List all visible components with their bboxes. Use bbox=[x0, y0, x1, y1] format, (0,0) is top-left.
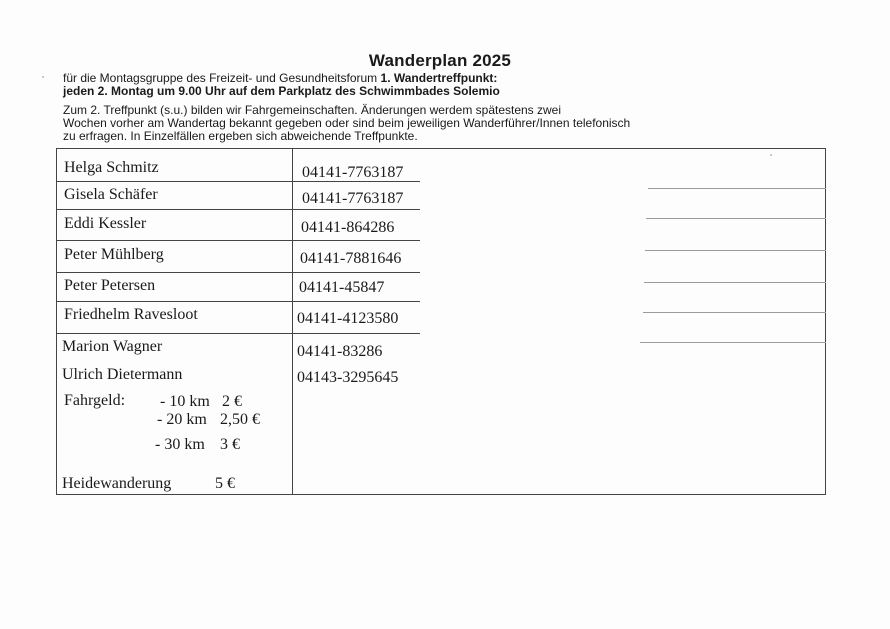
faint-line bbox=[640, 342, 826, 343]
contact-phone: 04141-7881646 bbox=[300, 250, 402, 267]
row-separator bbox=[56, 333, 420, 334]
contact-name: Eddi Kessler bbox=[64, 215, 147, 232]
faint-line bbox=[643, 312, 826, 313]
row-separator bbox=[56, 301, 420, 302]
contact-phone: 04141-864286 bbox=[301, 219, 395, 236]
intro-line-1-bold: 1. Wandertreffpunkt: bbox=[380, 71, 498, 85]
fare-price: 2,50 € bbox=[220, 411, 260, 428]
contact-name: Ulrich Dietermann bbox=[62, 366, 183, 383]
scan-speck bbox=[42, 76, 44, 78]
row-separator bbox=[56, 240, 420, 241]
intro-line-5: zu erfragen. In Einzelfällen ergeben sich abweichende Treffpunkte. bbox=[63, 129, 418, 143]
fare-price: 2 € bbox=[222, 393, 242, 410]
faint-line bbox=[645, 250, 826, 251]
fare-distance: - 20 km bbox=[157, 411, 207, 428]
contact-name: Peter Mühlberg bbox=[64, 246, 164, 263]
special-label: Heidewanderung bbox=[62, 475, 172, 492]
intro-line-4: Wochen vorher am Wandertag bekannt gegeben oder sind beim jeweiligen Wanderführer/Innen telefonisch bbox=[63, 116, 631, 130]
contact-name: Marion Wagner bbox=[62, 338, 163, 355]
intro-line-3: Zum 2. Treffpunkt (s.u.) bilden wir Fahrgemeinschaften. Änderungen werdem spätestens zwei bbox=[63, 103, 562, 117]
intro-line-2: jeden 2. Montag um 9.00 Uhr auf dem Parkplatz des Schwimmbades Solemio bbox=[63, 84, 500, 98]
row-separator bbox=[56, 209, 420, 210]
intro-line-1-text: für die Montagsgruppe des Freizeit- und Gesundheitsforum bbox=[63, 71, 381, 85]
fare-distance: - 30 km bbox=[155, 436, 205, 453]
contact-phone: 04141-7763187 bbox=[302, 164, 404, 181]
fare-label: Fahrgeld: bbox=[64, 392, 126, 409]
fare-price: 3 € bbox=[220, 436, 240, 453]
contact-phone: 04141-83286 bbox=[297, 343, 383, 360]
faint-line bbox=[648, 188, 826, 189]
contact-name: Gisela Schäfer bbox=[64, 186, 158, 203]
contact-phone: 04141-7763187 bbox=[302, 190, 404, 207]
row-separator bbox=[56, 272, 420, 273]
contact-name: Peter Petersen bbox=[64, 277, 156, 294]
contact-phone: 04141-4123580 bbox=[297, 310, 399, 327]
faint-line bbox=[646, 218, 826, 219]
document-title: Wanderplan 2025 bbox=[368, 51, 512, 70]
contact-name: Helga Schmitz bbox=[64, 159, 159, 176]
contact-name: Friedhelm Ravesloot bbox=[64, 306, 198, 323]
faint-line bbox=[644, 282, 826, 283]
fare-distance: - 10 km bbox=[160, 393, 210, 410]
contact-phone: 04141-45847 bbox=[299, 279, 385, 296]
special-price: 5 € bbox=[215, 475, 235, 492]
column-divider bbox=[292, 148, 293, 495]
scan-speck bbox=[770, 154, 772, 156]
contact-phone: 04143-3295645 bbox=[297, 369, 399, 386]
